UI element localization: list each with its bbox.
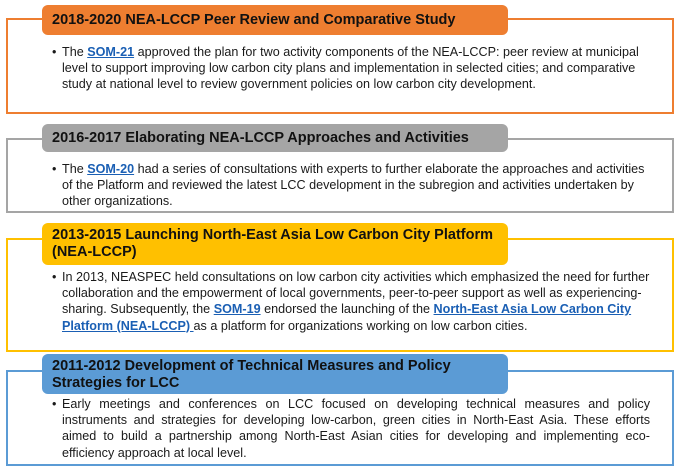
- section-2018-2020-body: [52, 44, 650, 93]
- som-20-link[interactable]: SOM-20: [87, 162, 135, 176]
- section-2018-2020-header: [42, 5, 508, 35]
- section-2016-2017-body: [52, 161, 650, 210]
- section-header-label: 2018-2020 NEA-LCCP Peer Review and Comparative Study: [52, 11, 456, 28]
- bullet-item: • The SOM-21 approved the plan for two activity components of the NEA-LCCP: peer review at municipal level to support improving low carbon city plans and implementation in selected cities; and comparative study at national level to review government policies on low carbon city development.: [52, 45, 639, 92]
- som-21-link[interactable]: SOM-21: [87, 45, 135, 59]
- bullet-icon: •: [52, 45, 57, 59]
- section-2011-2012-body: [52, 396, 650, 461]
- section-header-label: 2011-2012 Development of Technical Measures and Policy Strategies for LCC: [52, 358, 451, 391]
- bullet-item: • In 2013, NEASPEC held consultations on low carbon city activities which emphasized the need for further collaboration and the empowerment of local governments, peer-to-peer support as well as experiencing-sharing. Subsequently, the SOM-19 endorsed the launching of the North-East Asia Low Carbon City Platform (NEA-LCCP) as a platform for organizations working on low carbon cities.: [52, 270, 650, 333]
- section-2016-2017-header: [42, 124, 508, 152]
- section-2013-2015-header: [42, 223, 508, 265]
- section-2013-2015-body: [52, 269, 650, 334]
- bullet-icon: •: [52, 397, 57, 411]
- bullet-icon: •: [52, 162, 57, 176]
- section-header-label: 2016-2017 Elaborating NEA-LCCP Approaches and Activities: [52, 129, 469, 146]
- bullet-item: • The SOM-20 had a series of consultations with experts to further elaborate the approaches and activities of the Platform and reviewed the latest LCC development in the subregion and activities undertaken by other organizations.: [52, 162, 645, 209]
- bullet-item: • Early meetings and conferences on LCC focused on developing technical measures and policy instruments and strategies for developing low-carbon, green cities in North-East Asia. These efforts aimed to build a partnership among North-East Asian cities for developing and implementing eco-efficiency approach at local level.: [52, 397, 650, 460]
- bullet-icon: •: [52, 270, 57, 284]
- section-2011-2012-header: [42, 354, 508, 394]
- nea-lccp-link[interactable]: North-East Asia Low Carbon City Platform (NEA-LCCP): [62, 302, 632, 333]
- section-header-label: 2013-2015 Launching North-East Asia Low Carbon City Platform (NEA-LCCP): [52, 227, 493, 260]
- som-19-link[interactable]: SOM-19: [213, 302, 261, 317]
